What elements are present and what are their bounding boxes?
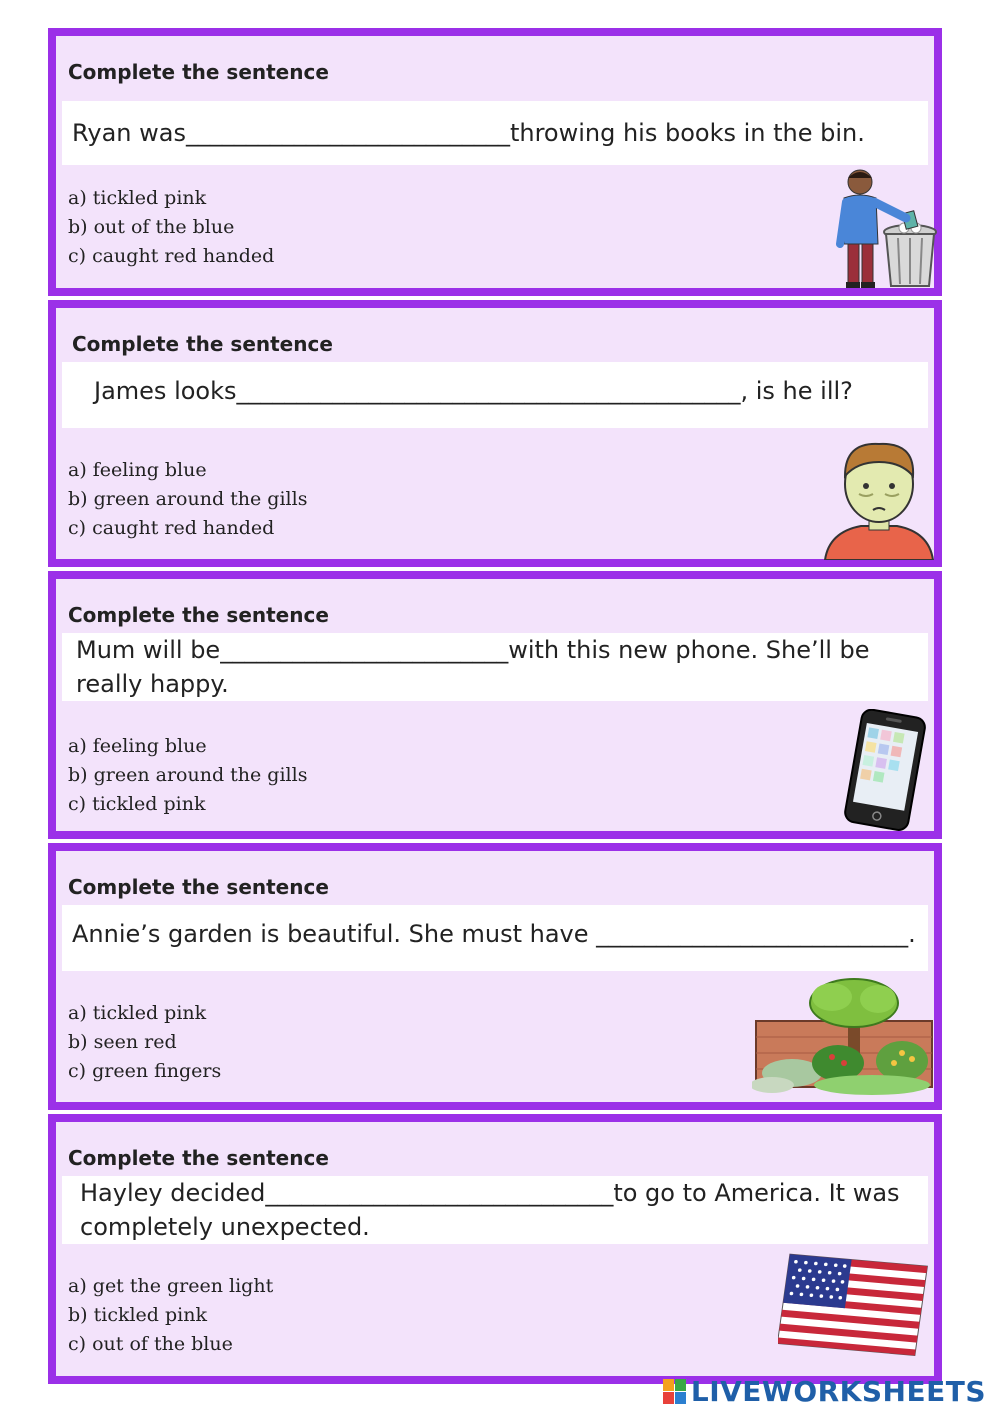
smartphone-picture: [841, 709, 931, 831]
boy-bin-picture: [836, 166, 940, 292]
sentence-text: Annie’s garden is beautiful. She must have __________________________.: [72, 920, 916, 948]
option-a[interactable]: a) tickled pink: [68, 187, 207, 209]
question-card-2: [48, 300, 942, 567]
question-card-1: [48, 28, 942, 296]
option-b[interactable]: b) green around the gills: [68, 764, 308, 786]
option-c[interactable]: c) caught red handed: [68, 517, 275, 539]
sentence-text: Hayley decided_____________________________to go to America. It was completely unexpected.: [80, 1179, 900, 1241]
sentence: [62, 905, 928, 971]
liveworksheets-logo: [663, 1375, 986, 1408]
logo-text: LIVEWORKSHEETS: [690, 1375, 986, 1408]
option-b[interactable]: b) green around the gills: [68, 488, 308, 510]
options-list: [68, 1272, 273, 1359]
card-title: Complete the sentence: [68, 875, 329, 899]
option-a[interactable]: a) get the green light: [68, 1275, 274, 1297]
option-a[interactable]: a) feeling blue: [68, 735, 207, 757]
option-b[interactable]: b) seen red: [68, 1031, 177, 1053]
option-c[interactable]: c) green fingers: [68, 1060, 222, 1082]
sentence: [62, 362, 928, 428]
question-card-3: [48, 571, 942, 839]
options-list: [68, 999, 221, 1086]
sentence-text: James looks__________________________________________, is he ill?: [94, 377, 853, 405]
question-card-5: [48, 1114, 942, 1384]
option-c[interactable]: c) caught red handed: [68, 245, 275, 267]
logo-blocks-icon: [663, 1379, 687, 1405]
sentence: [62, 101, 928, 165]
sentence: [62, 633, 928, 701]
option-a[interactable]: a) feeling blue: [68, 459, 207, 481]
garden-picture: [752, 977, 936, 1097]
option-b[interactable]: b) tickled pink: [68, 1304, 207, 1326]
option-a[interactable]: a) tickled pink: [68, 1002, 207, 1024]
sentence-text: Mum will be________________________with this new phone. She’ll be really happy.: [76, 636, 870, 698]
options-list: [68, 732, 307, 819]
sentence-text: Ryan was___________________________throwing his books in the bin.: [72, 119, 865, 147]
sick-boy-picture: [821, 436, 937, 560]
options-list: [68, 456, 307, 543]
american-flag-picture: [778, 1250, 930, 1366]
option-b[interactable]: b) out of the blue: [68, 216, 235, 238]
option-c[interactable]: c) tickled pink: [68, 793, 206, 815]
card-title: Complete the sentence: [72, 332, 333, 356]
options-list: [68, 184, 274, 271]
option-c[interactable]: c) out of the blue: [68, 1333, 233, 1355]
question-card-4: [48, 843, 942, 1110]
card-title: Complete the sentence: [68, 603, 329, 627]
sentence: [62, 1176, 928, 1244]
card-title: Complete the sentence: [68, 60, 329, 84]
card-title: Complete the sentence: [68, 1146, 329, 1170]
